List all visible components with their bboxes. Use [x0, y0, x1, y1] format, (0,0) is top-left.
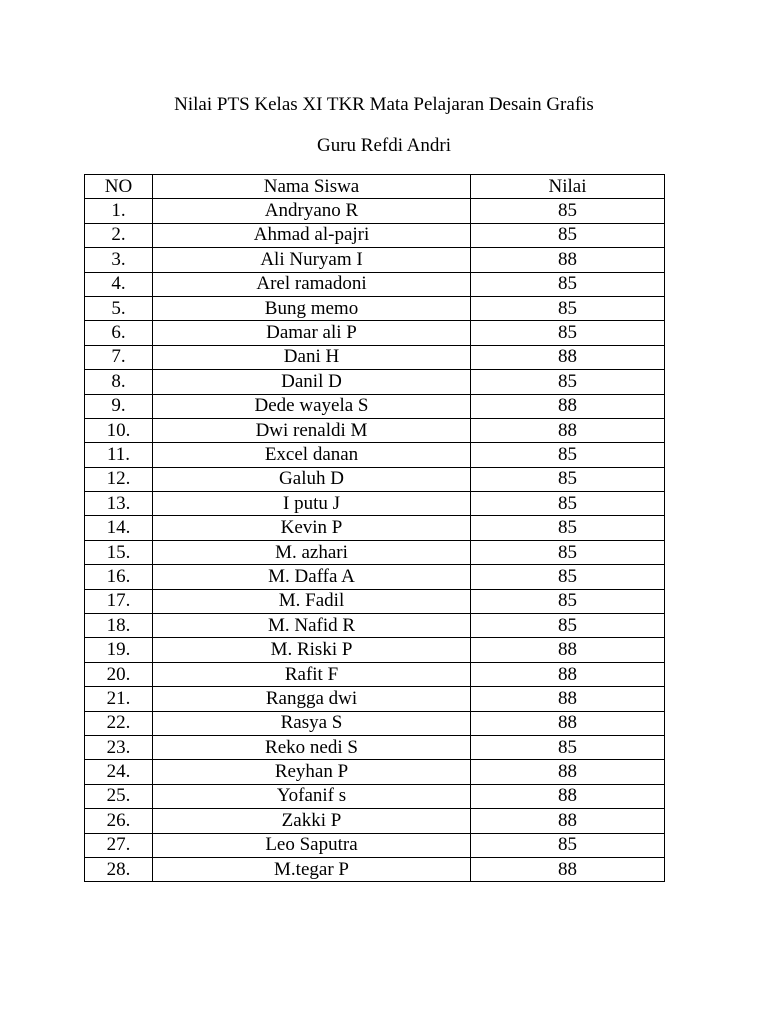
cell-score: 88 [471, 638, 665, 662]
cell-score: 85 [471, 272, 665, 296]
cell-student-name: Excel danan [153, 443, 471, 467]
cell-no: 22. [85, 711, 153, 735]
table-row [85, 857, 665, 881]
cell-no: 24. [85, 760, 153, 784]
cell-no: 9. [85, 394, 153, 418]
cell-no: 2. [85, 223, 153, 247]
table-row [85, 540, 665, 564]
cell-student-name: Dwi renaldi M [153, 418, 471, 442]
cell-no: 8. [85, 370, 153, 394]
page-title: Nilai PTS Kelas XI TKR Mata Pelajaran Desain Grafis [174, 94, 594, 115]
cell-score: 85 [471, 540, 665, 564]
cell-score: 85 [471, 443, 665, 467]
cell-no: 10. [85, 418, 153, 442]
cell-student-name: M. Daffa A [153, 565, 471, 589]
cell-student-name: Dede wayela S [153, 394, 471, 418]
table-row [85, 223, 665, 247]
cell-student-name: Andryano R [153, 199, 471, 223]
cell-score: 85 [471, 296, 665, 320]
cell-student-name: Reyhan P [153, 760, 471, 784]
table-row [85, 760, 665, 784]
cell-score: 85 [471, 199, 665, 223]
cell-student-name: Galuh D [153, 467, 471, 491]
cell-score: 85 [471, 492, 665, 516]
cell-no: 17. [85, 589, 153, 613]
cell-no: 20. [85, 662, 153, 686]
cell-student-name: Rafit F [153, 662, 471, 686]
cell-score: 85 [471, 516, 665, 540]
cell-score: 85 [471, 370, 665, 394]
cell-no: 15. [85, 540, 153, 564]
cell-student-name: M. Fadil [153, 589, 471, 613]
cell-score: 85 [471, 467, 665, 491]
cell-student-name: Leo Saputra [153, 833, 471, 857]
cell-no: 25. [85, 784, 153, 808]
cell-student-name: Kevin P [153, 516, 471, 540]
table-row [85, 735, 665, 759]
cell-student-name: I putu J [153, 492, 471, 516]
cell-score: 85 [471, 565, 665, 589]
cell-student-name: Damar ali P [153, 321, 471, 345]
cell-no: 19. [85, 638, 153, 662]
cell-score: 85 [471, 735, 665, 759]
table-row [85, 248, 665, 272]
cell-student-name: Danil D [153, 370, 471, 394]
cell-no: 11. [85, 443, 153, 467]
cell-no: 16. [85, 565, 153, 589]
cell-student-name: Ali Nuryam I [153, 248, 471, 272]
cell-score: 88 [471, 784, 665, 808]
table-row [85, 614, 665, 638]
cell-score: 85 [471, 321, 665, 345]
cell-student-name: Rangga dwi [153, 687, 471, 711]
cell-no: 4. [85, 272, 153, 296]
cell-score: 85 [471, 833, 665, 857]
column-header-score: Nilai [471, 175, 665, 199]
cell-no: 18. [85, 614, 153, 638]
cell-no: 28. [85, 857, 153, 881]
column-header-name: Nama Siswa [153, 175, 471, 199]
cell-score: 88 [471, 857, 665, 881]
cell-score: 85 [471, 223, 665, 247]
table-row [85, 492, 665, 516]
cell-student-name: Ahmad al-pajri [153, 223, 471, 247]
cell-student-name: Arel ramadoni [153, 272, 471, 296]
cell-student-name: Dani H [153, 345, 471, 369]
grades-table [84, 174, 665, 882]
cell-student-name: M. Riski P [153, 638, 471, 662]
cell-score: 85 [471, 614, 665, 638]
cell-student-name: Rasya S [153, 711, 471, 735]
table-row [85, 516, 665, 540]
cell-no: 14. [85, 516, 153, 540]
table-row [85, 418, 665, 442]
cell-score: 88 [471, 809, 665, 833]
table-row [85, 199, 665, 223]
table-row [85, 345, 665, 369]
cell-no: 7. [85, 345, 153, 369]
table-row [85, 711, 665, 735]
table-row [85, 809, 665, 833]
table-row [85, 394, 665, 418]
table-row [85, 638, 665, 662]
cell-score: 88 [471, 662, 665, 686]
table-row [85, 272, 665, 296]
cell-student-name: M. azhari [153, 540, 471, 564]
table-row [85, 589, 665, 613]
cell-no: 21. [85, 687, 153, 711]
cell-no: 23. [85, 735, 153, 759]
cell-no: 6. [85, 321, 153, 345]
cell-score: 85 [471, 589, 665, 613]
table-row [85, 565, 665, 589]
cell-student-name: M.tegar P [153, 857, 471, 881]
table-row [85, 467, 665, 491]
cell-no: 3. [85, 248, 153, 272]
table-row [85, 687, 665, 711]
column-header-no: NO [85, 175, 153, 199]
cell-student-name: M. Nafid R [153, 614, 471, 638]
table-row [85, 370, 665, 394]
cell-score: 88 [471, 760, 665, 784]
table-row [85, 662, 665, 686]
cell-no: 13. [85, 492, 153, 516]
cell-no: 5. [85, 296, 153, 320]
cell-student-name: Bung memo [153, 296, 471, 320]
cell-score: 88 [471, 248, 665, 272]
cell-student-name: Reko nedi S [153, 735, 471, 759]
grades-table-body [85, 199, 665, 882]
cell-score: 88 [471, 418, 665, 442]
cell-no: 26. [85, 809, 153, 833]
cell-score: 88 [471, 687, 665, 711]
cell-no: 12. [85, 467, 153, 491]
cell-student-name: Yofanif s [153, 784, 471, 808]
cell-no: 1. [85, 199, 153, 223]
cell-student-name: Zakki P [153, 809, 471, 833]
cell-score: 88 [471, 711, 665, 735]
cell-score: 88 [471, 345, 665, 369]
cell-no: 27. [85, 833, 153, 857]
page-subtitle: Guru Refdi Andri [316, 135, 452, 156]
table-header-row [85, 175, 665, 199]
table-row [85, 784, 665, 808]
table-row [85, 321, 665, 345]
table-row [85, 296, 665, 320]
cell-score: 88 [471, 394, 665, 418]
table-row [85, 443, 665, 467]
table-row [85, 833, 665, 857]
